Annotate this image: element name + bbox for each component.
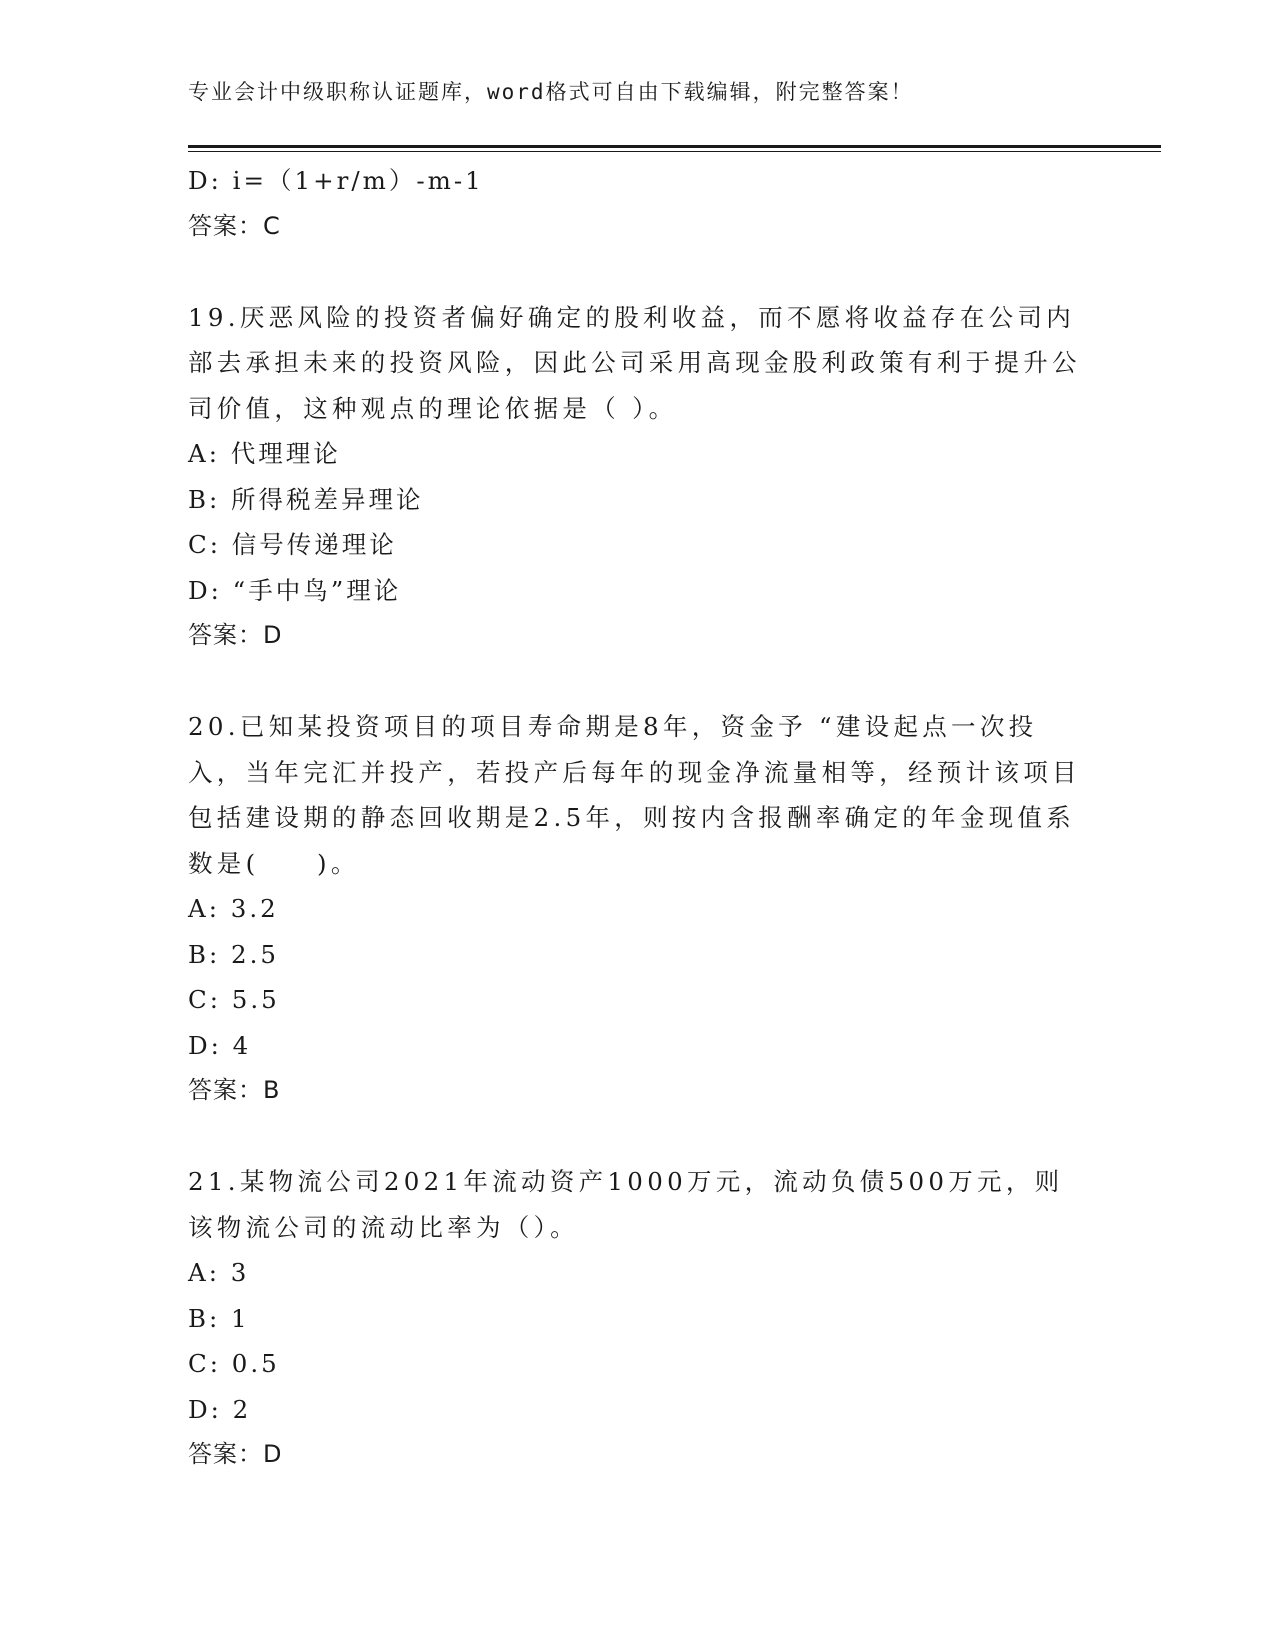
option-d: D: 4 (188, 1030, 252, 1060)
option-c: C: 0.5 (188, 1349, 280, 1378)
header-rule-thin (188, 151, 1161, 152)
question-19 (188, 295, 1088, 659)
answer: 答案：D (188, 1440, 283, 1468)
option-a: A: 3 (188, 1258, 250, 1287)
option-a: A: 代理理论 (188, 439, 341, 468)
question-text: 19.厌恶风险的投资者偏好确定的股利收益，而不愿将收益存在公司内部去承担未来的投资风险，因此公司采用高现金股利政策有利于提升公司价值，这种观点的理论依据是（ ）。 (188, 302, 1081, 423)
option-d: D: 2 (188, 1394, 252, 1424)
option-b: B: 1 (188, 1303, 250, 1333)
document-body (188, 158, 1088, 1478)
question-text: 20.已知某投资项目的项目寿命期是8年，资金予 “建设起点一次投入，当年完汇并投产，若投产后每年的现金净流量相等，经预计该项目包括建设期的静态回收期是2.5年，则按内含报酬率确定的年金现值系数是( )。 (188, 712, 1081, 878)
page-header: 专业会计中级职称认证题库，word格式可自由下载编辑，附完整答案！ (188, 80, 914, 104)
option-b: B: 2.5 (188, 939, 280, 969)
answer: 答案：B (188, 1076, 281, 1104)
prev-option-d: D: i=（1+r/m）-m-1 (188, 166, 484, 195)
option-b: B: 所得税差异理论 (188, 484, 424, 514)
option-d: D: “手中鸟”理论 (188, 575, 402, 605)
header-rule-thick (188, 145, 1161, 148)
answer: 答案：D (188, 621, 283, 649)
option-a: A: 3.2 (188, 894, 279, 923)
option-c: C: 5.5 (188, 985, 280, 1014)
question-text: 21.某物流公司2021年流动资产1000万元，流动负债500万元，则该物流公司的流动比率为（）。 (188, 1167, 1064, 1242)
question-21 (188, 1159, 1088, 1478)
option-c: C: 信号传递理论 (188, 530, 397, 559)
question-20 (188, 704, 1088, 1114)
prev-answer: 答案：C (188, 211, 281, 240)
